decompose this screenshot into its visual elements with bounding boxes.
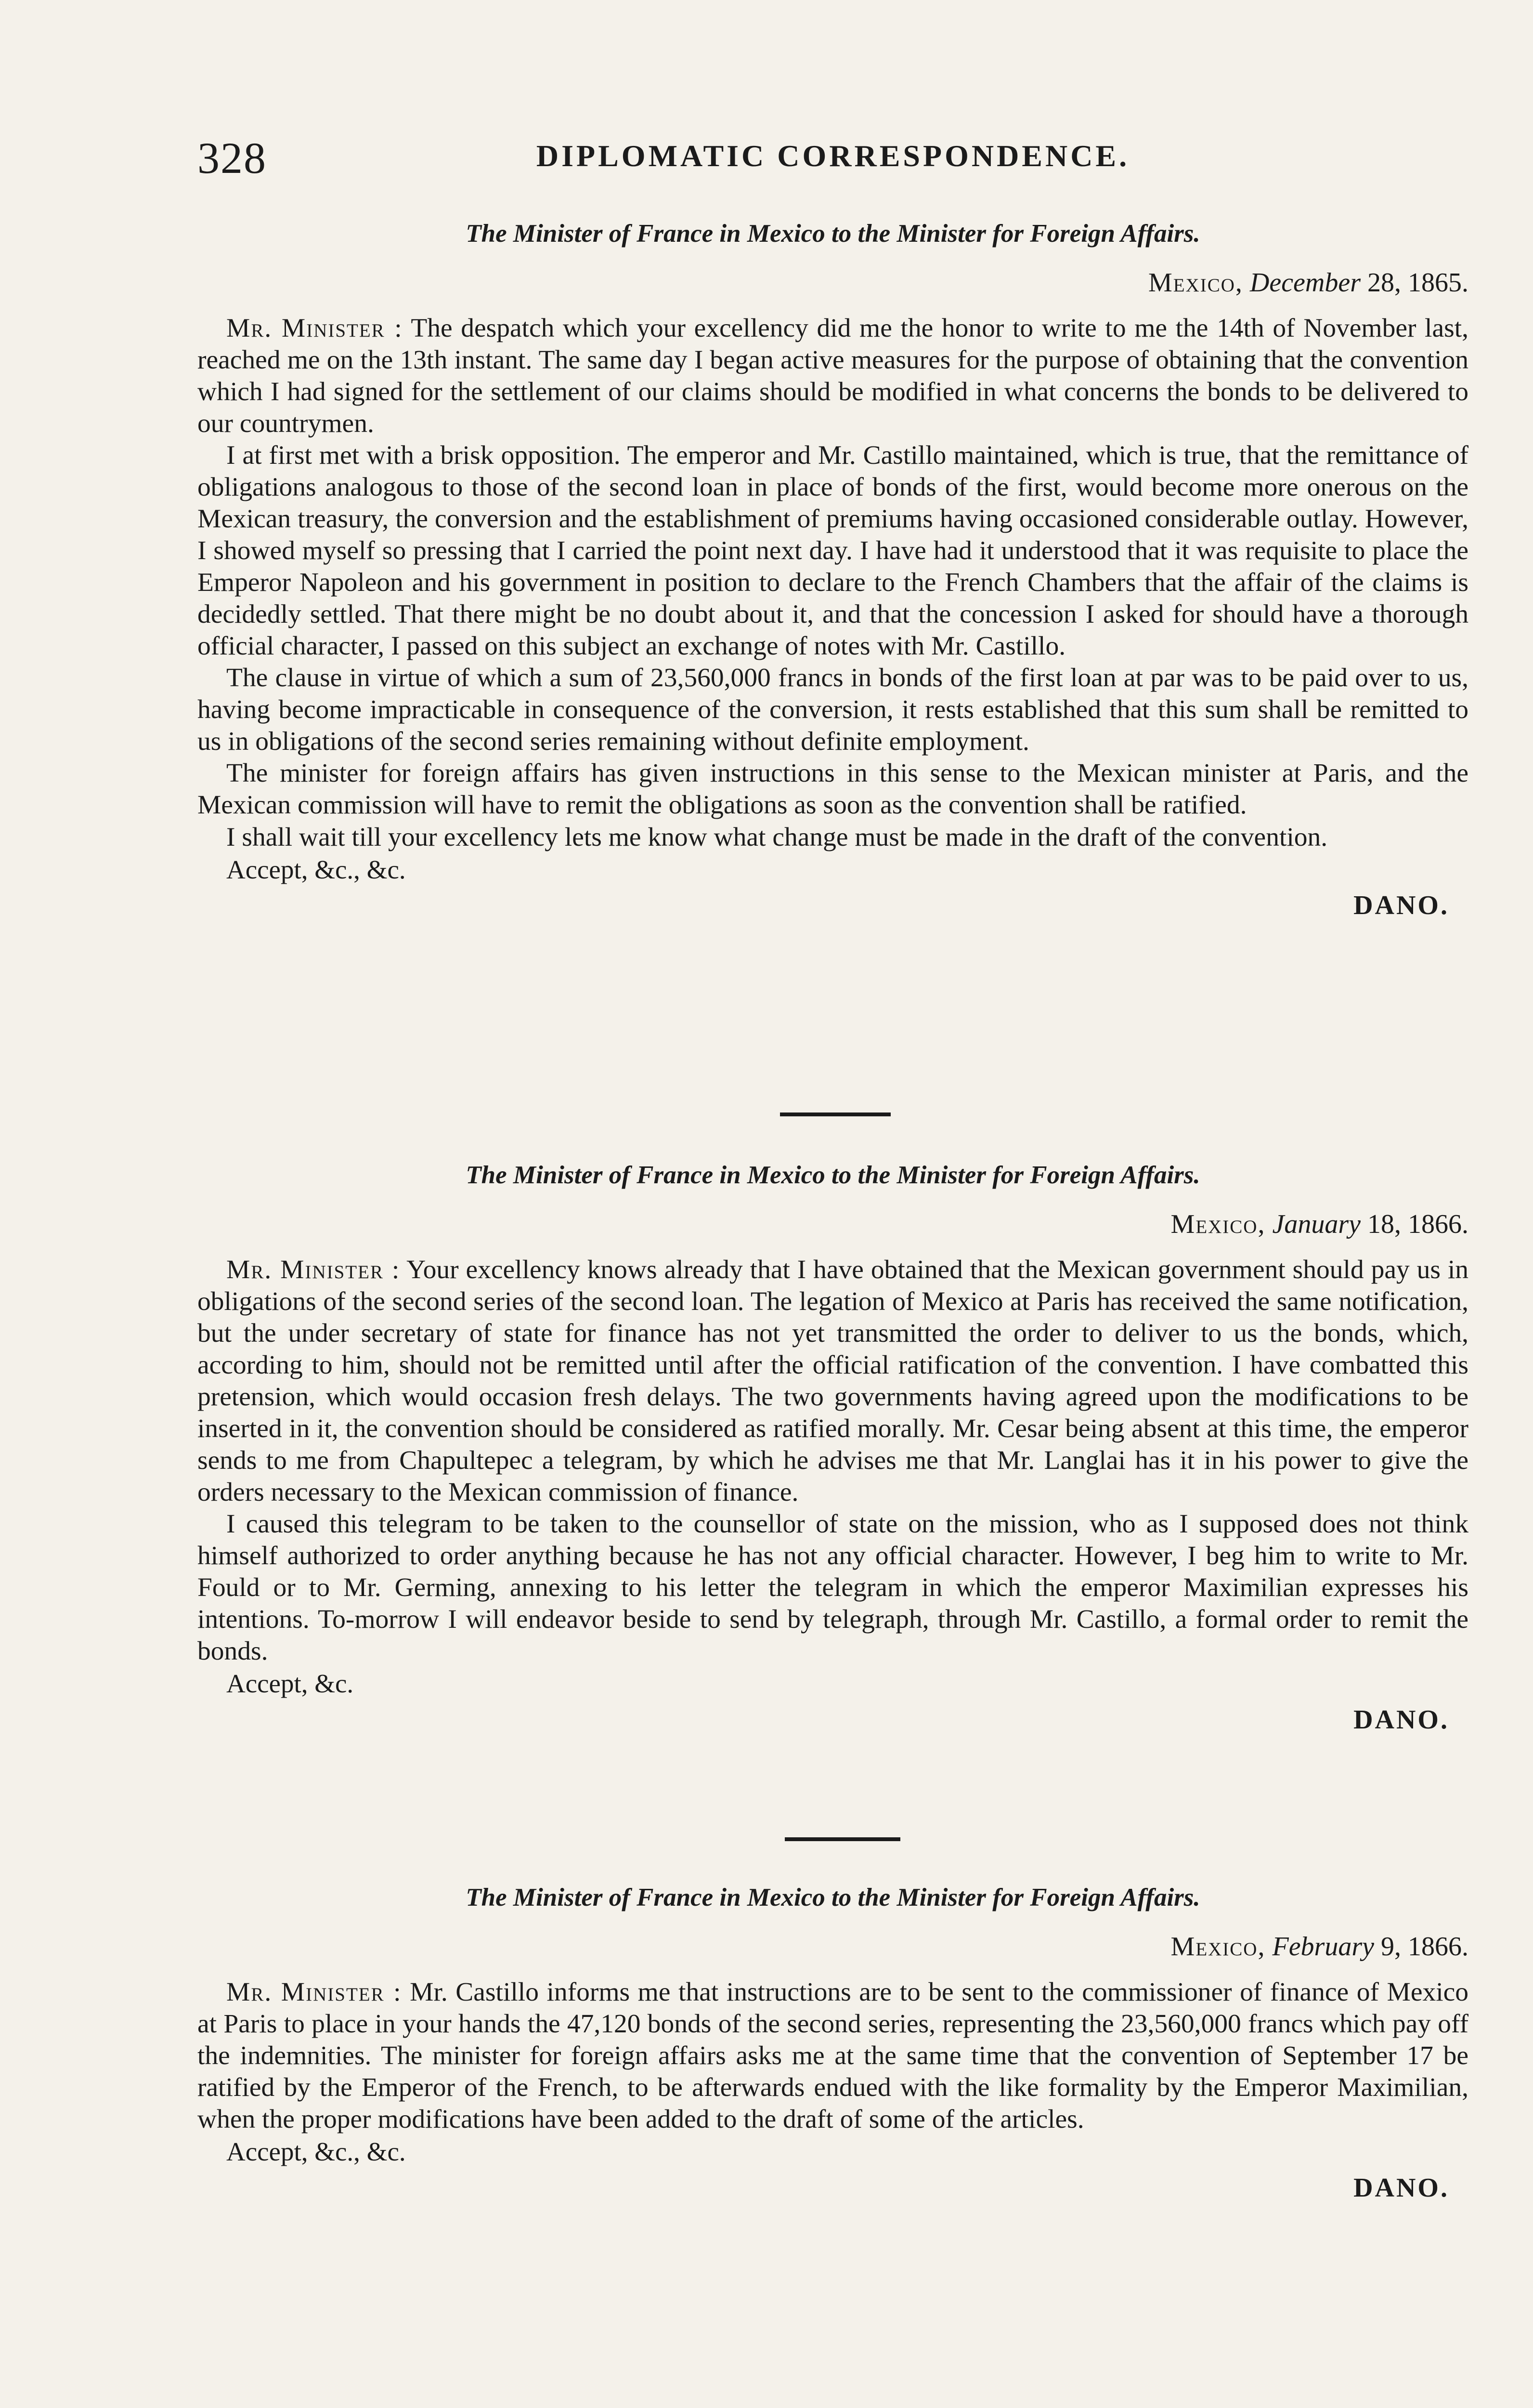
letter-body	[197, 313, 1468, 853]
signature: DANO.	[1353, 1704, 1449, 1735]
paragraph-text: Your excellency knows already that I have obtained that the Mexican government should pay us in obligations of the second series of the second loan. The legation of Mexico at Paris has received the same notification, but the under secretary of state for finance has not yet transmitted the order to deliver to us the bonds, which, according to him, should not be remitted until after the official ratification of the convention. I have combatted this pretension, which would occasion fresh delays. The two governments having agreed upon the modifications to be inserted in it, the convention should be considered as ratified morally. Mr. Cesar being absent at this time, the emperor sends to me from Chapultepec a telegram, by which he advises me that Mr. Langlai has it in his power to give the orders necessary to the Mexican commission of finance.	[197, 1255, 1468, 1507]
letter-heading: The Minister of France in Mexico to the Minister for Foreign Affairs.	[466, 220, 1200, 248]
letter-1	[197, 219, 1468, 921]
salutation: Mr. Minister :	[226, 314, 403, 343]
letter-2	[197, 1161, 1468, 1735]
paragraph: The minister for foreign affairs has given instructions in this sense to the Mexican minister at Paris, and the Mexican commission will have to remit the obligations as soon as the convention shall be ratified.	[197, 759, 1468, 820]
letter-body	[197, 1254, 1468, 1667]
paragraph: The clause in virtue of which a sum of 23,560,000 francs in bonds of the first loan at par was to be paid over to us, having become impracticable in consequence of the conversion, it rests established that this sum shall be remitted to us in obligations of the second series remaining without definite employment.	[197, 663, 1468, 757]
dateline-place: Mexico,	[1170, 1209, 1266, 1239]
dateline-place: Mexico,	[1170, 1932, 1266, 1962]
dateline	[197, 1931, 1468, 1962]
letter-3	[197, 1883, 1468, 2203]
dateline	[197, 267, 1468, 298]
paragraph: I at first met with a brisk opposition. The emperor and Mr. Castillo maintained, which is true, that the remittance of obligations analogous to those of the second loan in place of bonds of the first, would become more onerous on the Mexican treasury, the conversion and the establishment of premiums having occasioned considerable outlay. However, I showed myself so pressing that I carried the point next day. I have had it understood that it was requisite to place the Emperor Napoleon and his government in position to declare to the French Chambers that the affair of the claims is decidedly settled. That there might be no doubt about it, and that the concession I asked for should have a thorough official character, I passed on this subject an exchange of notes with Mr. Castillo.	[197, 441, 1468, 661]
dateline	[197, 1209, 1468, 1240]
closing: Accept, &c., &c.	[226, 2137, 406, 2167]
signature: DANO.	[1353, 890, 1449, 921]
dateline-date: 28, 1865.	[1367, 268, 1468, 298]
dateline-place: Mexico,	[1148, 268, 1243, 298]
page-header	[197, 132, 1468, 185]
closing: Accept, &c., &c.	[226, 854, 406, 884]
paragraph	[197, 1976, 1468, 2135]
dateline-month: December	[1249, 268, 1361, 298]
salutation: Mr. Minister :	[226, 1977, 402, 2007]
section-divider	[780, 1112, 891, 1116]
paragraph-text: The despatch which your excellency did me the honor to write to me the 14th of November last, reached me on the 13th instant. The same day I began active measures for the purpose of obtaining that the convention which I had signed for the settlement of our claims should be modified in what concerns the bonds to be delivered to our countrymen.	[197, 314, 1469, 439]
letter-heading: The Minister of France in Mexico to the Minister for Foreign Affairs.	[466, 1884, 1200, 1911]
signature: DANO.	[1353, 2172, 1449, 2203]
page-number: 328	[197, 133, 267, 183]
paragraph	[197, 1254, 1468, 1508]
paragraph: I caused this telegram to be taken to the counsellor of state on the mission, who as I supposed does not think himself authorized to order anything because he has not any official character. However, I beg him to write to Mr. Fould or to Mr. Germing, annexing to his letter the telegram in which the emperor Maximilian expresses his intentions. To-morrow I will endeavor beside to send by telegraph, through Mr. Castillo, a formal order to remit the bonds.	[197, 1509, 1468, 1666]
dateline-month: January	[1272, 1209, 1361, 1239]
letter-body	[197, 1976, 1468, 2135]
dateline-date: 18, 1866.	[1367, 1209, 1468, 1239]
closing: Accept, &c.	[226, 1669, 354, 1699]
section-divider	[785, 1837, 900, 1841]
letter-heading: The Minister of France in Mexico to the Minister for Foreign Affairs.	[466, 1161, 1200, 1189]
paragraph: I shall wait till your excellency lets me know what change must be made in the draft of the convention.	[226, 822, 1328, 852]
paragraph-text: Mr. Castillo informs me that instructions are to be sent to the commissioner of finance of Mexico at Paris to place in your hands the 47,120 bonds of the second series, representing the 23,560,000 francs which pay off the indemnities. The minister for foreign affairs asks me at the same time that the convention of September 17 be ratified by the Emperor of the French, to be afterwards endued with the like formality by the Emperor Maximilian, when the proper modifications have been added to the draft of some of the articles.	[197, 1977, 1469, 2134]
dateline-month: February	[1272, 1932, 1374, 1962]
salutation: Mr. Minister :	[226, 1255, 401, 1284]
dateline-date: 9, 1866.	[1381, 1932, 1468, 1962]
running-title: DIPLOMATIC CORRESPONDENCE.	[536, 139, 1130, 173]
paragraph	[197, 313, 1468, 440]
